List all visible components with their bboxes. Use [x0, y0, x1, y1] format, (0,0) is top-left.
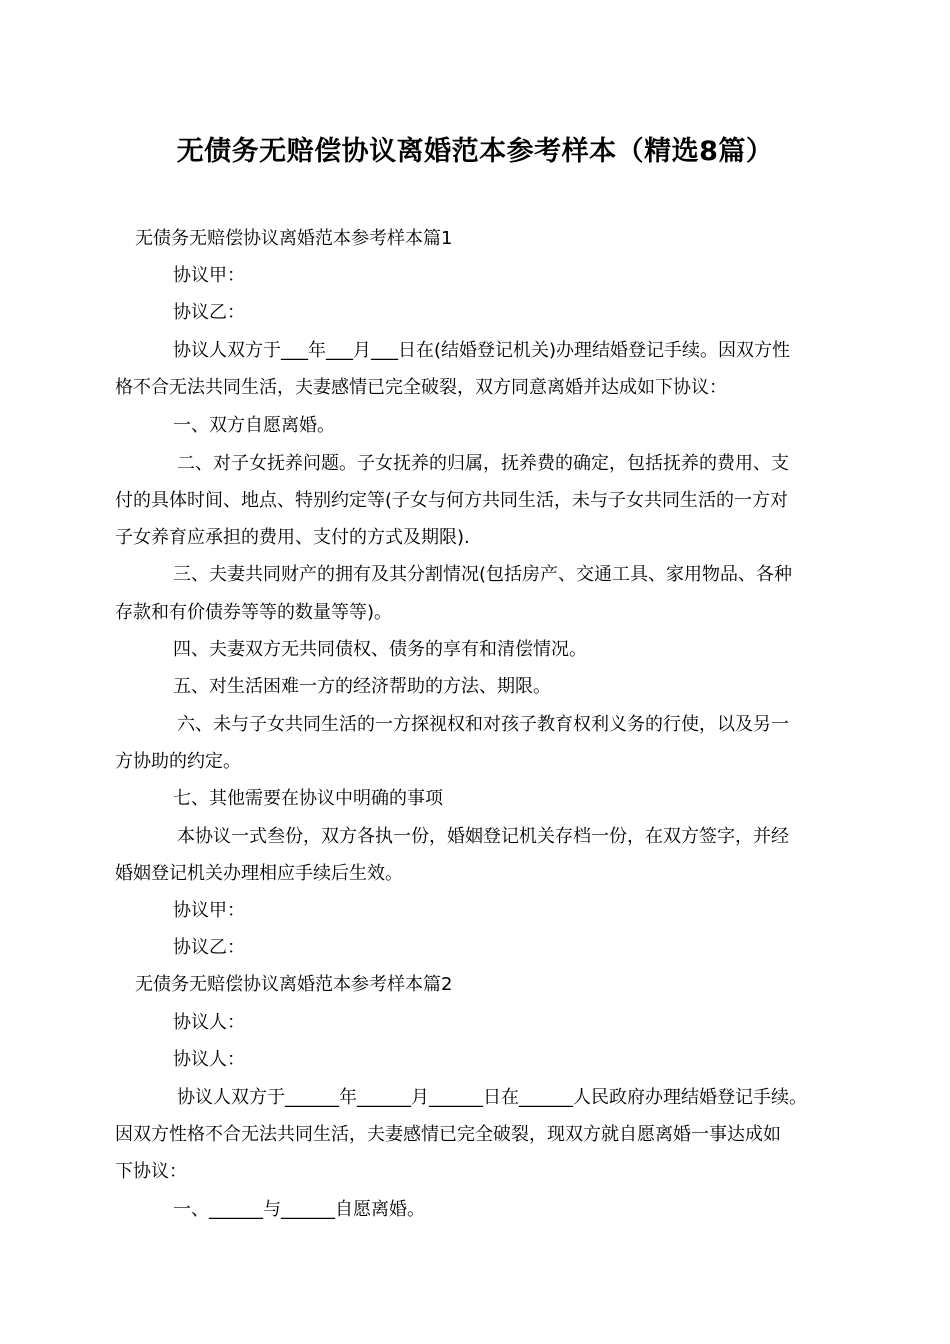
paragraph-line: 因双方性格不合无法共同生活，夫妻感情已完全破裂，现双方就自愿离婚一事达成如	[115, 1124, 781, 1145]
party-a-label: 协议甲：	[173, 900, 245, 921]
document-title: 无债务无赔偿协议离婚范本参考样本（精选8篇）	[176, 136, 774, 167]
paragraph-line: 存款和有价债券等等的数量等等)。	[115, 602, 393, 623]
clause-line: 三、夫妻共同财产的拥有及其分割情况(包括房产、交通工具、家用物品、各种	[173, 564, 793, 585]
paragraph-line: 婚姻登记机关办理相应手续后生效。	[115, 863, 403, 884]
clause-line: 二、对子女抚养问题。子女抚养的归属，抚养费的确定，包括抚养的费用、支	[177, 453, 789, 474]
clause-line: 六、未与子女共同生活的一方探视权和对孩子教育权利义务的行使，以及另一	[177, 714, 789, 735]
clause-line: 七、其他需要在协议中明确的事项	[173, 788, 443, 809]
party-b-label: 协议乙：	[173, 302, 245, 323]
paragraph-line: 子女养育应承担的费用、支付的方式及期限).	[115, 527, 470, 548]
clause-line: 四、夫妻双方无共同债权、债务的享有和清偿情况。	[173, 639, 587, 660]
paragraph-line: 协议人双方于______年______月______日在______人民政府办理结婚登记手续。	[177, 1087, 807, 1108]
party-label: 协议人：	[173, 1012, 245, 1033]
paragraph-line: 方协助的约定。	[115, 751, 241, 772]
clause-line: 一、______与______自愿离婚。	[173, 1199, 425, 1220]
party-label: 协议人：	[173, 1049, 245, 1070]
paragraph-line: 付的具体时间、地点、特别约定等(子女与何方共同生活，未与子女共同生活的一方对	[115, 490, 789, 511]
party-b-label: 协议乙：	[173, 937, 245, 958]
section-heading-1: 无债务无赔偿协议离婚范本参考样本篇1	[135, 228, 453, 249]
paragraph-line: 本协议一式叁份，双方各执一份，婚姻登记机关存档一份，在双方签字，并经	[177, 826, 789, 847]
clause-line: 一、双方自愿离婚。	[173, 415, 335, 436]
paragraph-line: 协议人双方于___年___月___日在(结婚登记机关)办理结婚登记手续。因双方性	[173, 340, 791, 361]
section-heading-2: 无债务无赔偿协议离婚范本参考样本篇2	[135, 974, 453, 995]
paragraph-line: 下协议：	[115, 1161, 187, 1182]
clause-line: 五、对生活困难一方的经济帮助的方法、期限。	[173, 676, 551, 697]
paragraph-line: 格不合无法共同生活，夫妻感情已完全破裂，双方同意离婚并达成如下协议：	[115, 377, 727, 398]
party-a-label: 协议甲：	[173, 265, 245, 286]
